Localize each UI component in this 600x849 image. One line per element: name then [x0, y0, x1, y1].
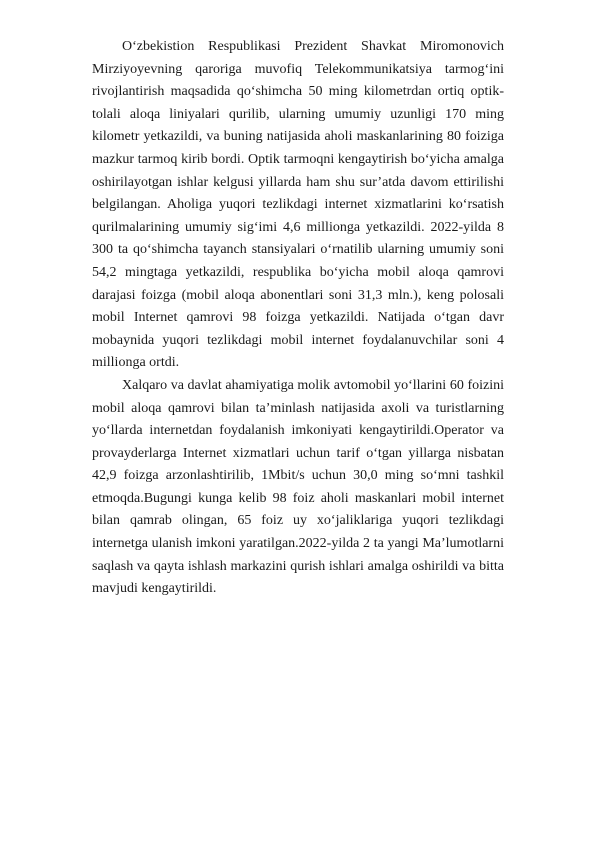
document-body: [92, 36, 504, 601]
paragraph-telecom-development: O‘zbekistion Respublikasi Prezident Shavkat Miromonovich Mirziyoyevning qaroriga muvofiq Telekommunikatsiya tarmog‘ini rivojlantirish maqsadida qo‘shimcha 50 ming kilometrdan ortiq optik-tolali aloqa liniyalari qurilib, ularning umumiy uzunligi 170 ming kilometr yetkazildi, va buning natijasida aholi maskanlarining 80 foiziga mazkur tarmoq kirib bordi. Optik tarmoqni kengaytirish bo‘yicha amalga oshirilayotgan ishlar kelgusi yillarda ham shu sur’atda davom ettirilishi belgilangan. Aholiga yuqori tezlikdagi internet xizmatlarini ko‘rsatish qurilmalarining umumiy sig‘imi 4,6 millionga yetkazildi. 2022-yilda 8 300 ta qo‘shimcha tayanch stansiyalari o‘rnatilib ularning umumiy soni 54,2 mingtaga yetkazildi, respublika bo‘yicha mobil aloqa qamrovi darajasi foizga (mobil aloqa abonentlari soni 31,3 mln.), keng polosali mobil Internet qamrovi 98 foizga yetkazildi. Natijada o‘tgan davr mobaynida yuqori tezlikdagi mobil internet foydalanuvchilar soni 4 millionga ortdi.: [92, 39, 504, 371]
paragraph-highway-coverage: Xalqaro va davlat ahamiyatiga molik avtomobil yo‘llarini 60 foizini mobil aloqa qamrovi bilan ta’minlash natijasida axoli va turistlarning yo‘llarda internetdan foydalanish imkoniyati kengaytirildi.Operator va provayderlarga Internet xizmatlari uchun tarif o‘tgan yillarga nisbatan 42,9 foizga arzonlashtirilib, 1Mbit/s uchun 30,0 ming so‘mni tashkil etmoqda.Bugungi kunga kelib 98 foiz aholi maskanlari mobil internet bilan qamrab olingan, 65 foiz uy xo‘jaliklariga yuqori tezlikdagi internetga ulanish imkoni yaratilgan.2022-yilda 2 ta yangi Ma’lumotlarni saqlash va qayta ishlash markazini qurish ishlari amalga oshirildi va bitta mavjudi kengaytirildi.: [92, 377, 504, 597]
